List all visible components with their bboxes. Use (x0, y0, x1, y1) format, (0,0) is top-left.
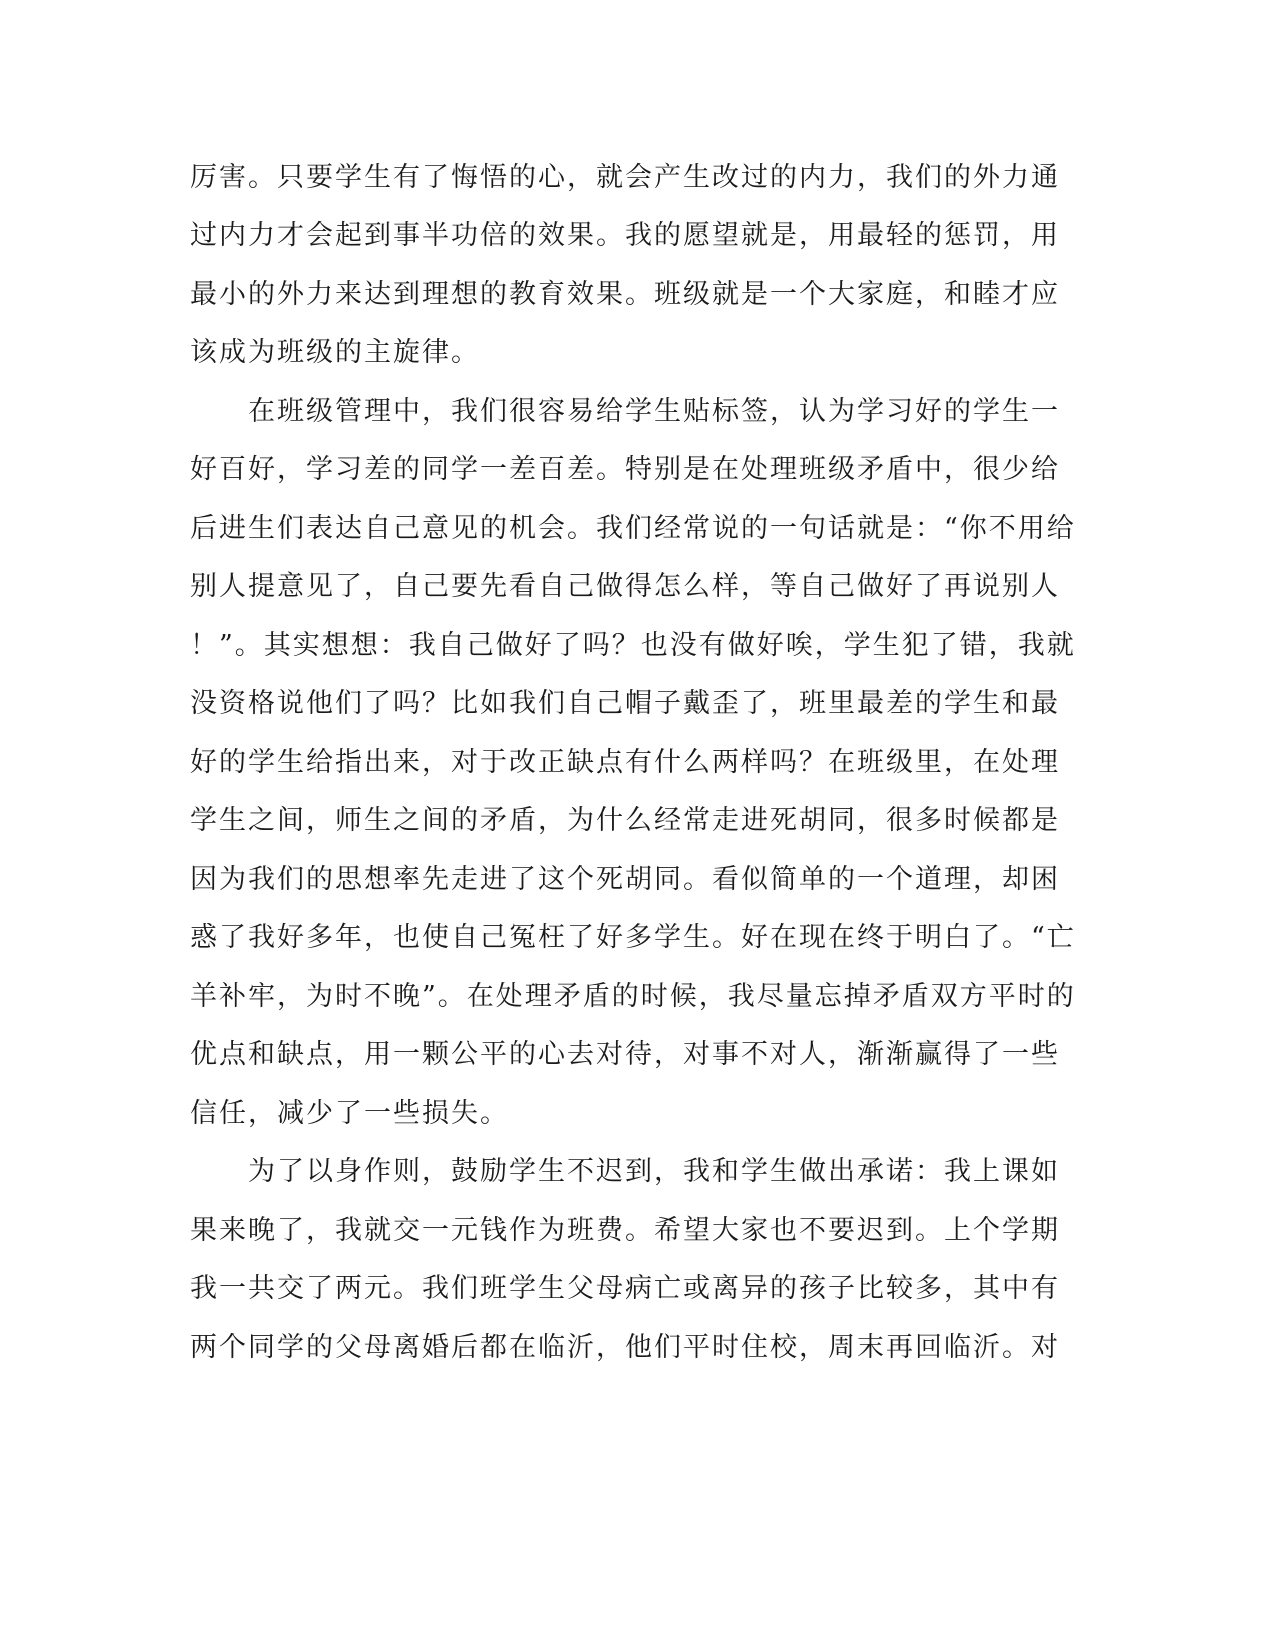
text-line: 果来晚了，我就交一元钱作为班费。希望大家也不要迟到。上个学期 (190, 1215, 1060, 1246)
text-line: 后进生们表达自己意见的机会。我们经常说的一句话就是：“你不用给 (190, 513, 1076, 544)
text-line: 羊补牢，为时不晚”。在处理矛盾的时候，我尽量忘掉矛盾双方平时的 (190, 981, 1076, 1012)
text-line: 因为我们的思想率先走进了这个死胡同。看似简单的一个道理，却困 (190, 864, 1060, 895)
text-line: 最小的外力来达到理想的教育效果。班级就是一个大家庭，和睦才应 (190, 279, 1060, 310)
text-line: 过内力才会起到事半功倍的效果。我的愿望就是，用最轻的惩罚，用 (190, 220, 1060, 251)
text-line: 学生之间，师生之间的矛盾，为什么经常走进死胡同，很多时候都是 (190, 805, 1060, 836)
text-line: 没资格说他们了吗？比如我们自己帽子戴歪了，班里最差的学生和最 (190, 688, 1060, 719)
text-line: 好的学生给指出来，对于改正缺点有什么两样吗？在班级里，在处理 (190, 747, 1060, 778)
text-line: 好百好，学习差的同学一差百差。特别是在处理班级矛盾中，很少给 (190, 454, 1060, 485)
text-line: 两个同学的父母离婚后都在临沂，他们平时住校，周末再回临沂。对 (190, 1332, 1060, 1363)
text-line: 信任，减少了一些损失。 (190, 1098, 509, 1129)
text-line: 我一共交了两元。我们班学生父母病亡或离异的孩子比较多，其中有 (190, 1273, 1060, 1304)
text-line: 厉害。只要学生有了悔悟的心，就会产生改过的内力，我们的外力通 (190, 162, 1060, 193)
text-line: 该成为班级的主旋律。 (190, 337, 480, 368)
text-line: 为了以身作则，鼓励学生不迟到，我和学生做出承诺：我上课如 (190, 1156, 1060, 1187)
text-line: 优点和缺点，用一颗公平的心去对待，对事不对人，渐渐赢得了一些 (190, 1039, 1060, 1070)
text-line: 惑了我好多年，也使自己冤枉了好多学生。好在现在终于明白了。“亡 (190, 922, 1076, 953)
text-line: ！”。其实想想：我自己做好了吗？也没有做好唉，学生犯了错，我就 (190, 630, 1076, 661)
text-line: 在班级管理中，我们很容易给学生贴标签，认为学习好的学生一 (190, 396, 1060, 427)
text-line: 别人提意见了，自己要先看自己做得怎么样，等自己做好了再说别人 (190, 571, 1060, 602)
